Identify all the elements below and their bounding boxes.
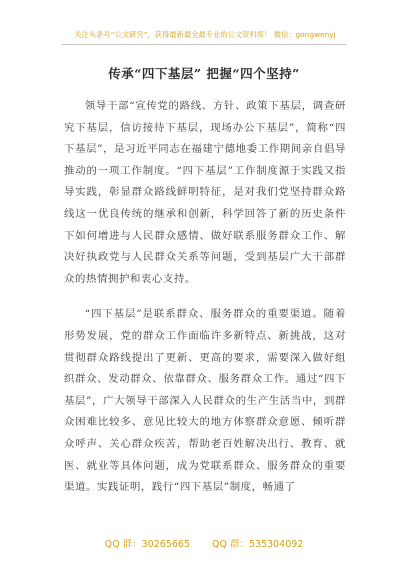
body-paragraph: “四下基层”是联系群众、服务群众的重要渠道。随着形势发展，党的群众工作面临许多新特点、新挑战，这对贯彻群众路线提出了更新、更高的要求，需要深入做好组织群众、发动群众、依靠群众、服务群众工作。通过“四下基层”，广大领导干部深入人民群众的生产生活当中，到群众困难比较多、意见比较大的地方体察群众意愿、倾听群众呼声、关心群众疾苦，帮助老百姓解决出行、教育、就医、就业等具体问题，成为党联系群众、服务群众的重要渠道。实践证明，践行“四下基层”制度，畅通了 (64, 308, 346, 494)
header-notice: 关注头条号“公文研究”，获得最新最全最专业的公文资料库！ 微信：gongwenyj (74, 30, 336, 39)
document-body (64, 96, 346, 513)
document-title: 传承“四下基层” 把握“四个坚持” (108, 66, 300, 81)
footer-qq-group-2: QQ 群：535304092 (211, 539, 304, 550)
header-divider (62, 44, 346, 45)
body-paragraph: 领导干部“宣传党的路线、方针、政策下基层，调查研究下基层，信访接待下基层，现场办公下基层”，简称“四下基层”，是习近平同志在福建宁德地委工作期间亲自倡导推动的一项工作制度。“四下基层”工作制度源于实践又指导实践，彰显群众路线鲜明特征，是对我们党坚持群众路线这一优良传统的继承和创新，科学回答了新的历史条件下如何增进与人民群众感情、做好联系服务群众工作、解决好执政党与人民群众关系等问题，受到基层广大干部群众的热情拥护和衷心支持。 (64, 100, 346, 285)
footer-contact (40, 536, 368, 550)
footer-qq-group-1: QQ 群：30265665 (104, 539, 190, 550)
